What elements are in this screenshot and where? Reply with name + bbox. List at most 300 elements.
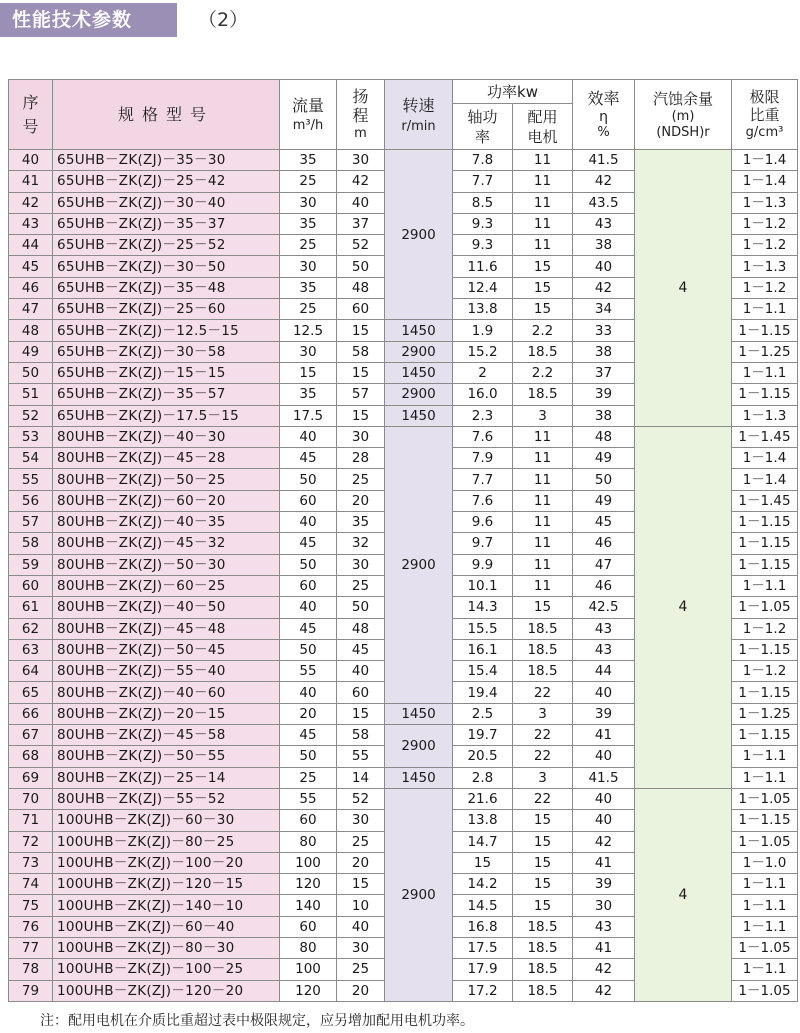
cell-motor: 15 [513,852,573,873]
cell-flow: 80 [280,831,337,852]
cell-motor: 15 [513,597,573,618]
cell-sg: 1－1.45 [732,490,798,511]
cell-seq: 45 [9,256,53,277]
header-spec [53,80,280,150]
cell-eff: 39 [573,384,635,405]
cell-seq: 66 [9,703,53,724]
cell-shaft-power: 17.2 [453,980,513,1001]
cell-eff: 41 [573,852,635,873]
cell-spec: 80UHB－ZK(ZJ)－45－28 [53,448,280,469]
cell-seq: 48 [9,320,53,341]
cell-sg: 1－1.1 [732,895,798,916]
cell-eff: 41.5 [573,767,635,788]
cell-head: 15 [337,874,385,895]
cell-shaft-power: 14.2 [453,874,513,895]
cell-head: 35 [337,512,385,533]
cell-eff: 44 [573,661,635,682]
cell-flow: 25 [280,299,337,320]
cell-shaft-power: 14.5 [453,895,513,916]
cell-shaft-power: 8.5 [453,192,513,213]
cell-seq: 78 [9,959,53,980]
cell-head: 28 [337,448,385,469]
cell-eff: 40 [573,810,635,831]
header-sg [732,80,798,150]
cell-shaft-power: 2.8 [453,767,513,788]
cell-spec: 80UHB－ZK(ZJ)－55－40 [53,661,280,682]
cell-spec: 65UHB－ZK(ZJ)－35－48 [53,277,280,298]
header-eff-unit: % [597,124,610,140]
cell-flow: 60 [280,810,337,831]
cell-npsh: 4 [635,426,732,788]
table-row [9,150,798,171]
cell-sg: 1－1.1 [732,575,798,596]
cell-head: 10 [337,895,385,916]
cell-speed: 1450 [385,767,453,788]
cell-eff: 42 [573,831,635,852]
cell-shaft-power: 16.8 [453,916,513,937]
cell-motor: 11 [513,171,573,192]
cell-head: 15 [337,362,385,383]
cell-flow: 30 [280,192,337,213]
cell-motor: 18.5 [513,618,573,639]
cell-head: 40 [337,916,385,937]
cell-eff: 41 [573,937,635,958]
cell-flow: 25 [280,235,337,256]
cell-shaft-power: 1.9 [453,320,513,341]
cell-seq: 71 [9,810,53,831]
header-flow-unit: m³/h [292,117,324,133]
cell-flow: 45 [280,448,337,469]
cell-shaft-power: 2.3 [453,405,513,426]
cell-flow: 40 [280,512,337,533]
header-eff-symbol: η [599,108,608,125]
cell-motor: 22 [513,746,573,767]
cell-motor: 15 [513,277,573,298]
cell-seq: 63 [9,639,53,660]
cell-shaft-power: 14.3 [453,597,513,618]
cell-spec: 65UHB－ZK(ZJ)－17.5－15 [53,405,280,426]
cell-sg: 1－1.1 [732,767,798,788]
cell-shaft-power: 17.5 [453,937,513,958]
cell-seq: 67 [9,725,53,746]
cell-sg: 1－1.2 [732,235,798,256]
cell-sg: 1－1.1 [732,299,798,320]
cell-head: 58 [337,341,385,362]
cell-spec: 80UHB－ZK(ZJ)－50－45 [53,639,280,660]
cell-sg: 1－1.1 [732,362,798,383]
cell-motor: 3 [513,703,573,724]
cell-npsh: 4 [635,150,732,427]
cell-sg: 1－1.0 [732,852,798,873]
cell-motor: 18.5 [513,916,573,937]
cell-spec: 65UHB－ZK(ZJ)－25－60 [53,299,280,320]
cell-eff: 43 [573,916,635,937]
cell-spec: 100UHB－ZK(ZJ)－80－25 [53,831,280,852]
cell-seq: 42 [9,192,53,213]
cell-spec: 80UHB－ZK(ZJ)－50－25 [53,469,280,490]
cell-motor: 18.5 [513,937,573,958]
cell-shaft-power: 9.9 [453,554,513,575]
cell-motor: 11 [513,512,573,533]
cell-eff: 43.5 [573,192,635,213]
cell-shaft-power: 14.7 [453,831,513,852]
cell-flow: 50 [280,746,337,767]
header-power [453,80,573,104]
cell-sg: 1－1.05 [732,831,798,852]
cell-shaft-power: 9.6 [453,512,513,533]
table-row [9,788,798,809]
cell-eff: 43 [573,213,635,234]
cell-flow: 120 [280,980,337,1001]
header-npsh-unit: (m) [671,108,695,124]
cell-flow: 50 [280,469,337,490]
cell-seq: 79 [9,980,53,1001]
page-title-suffix: （2） [198,9,249,31]
header-speed [385,80,453,150]
cell-motor: 15 [513,874,573,895]
header-motor [513,104,573,150]
cell-sg: 1－1.2 [732,277,798,298]
cell-head: 25 [337,959,385,980]
cell-eff: 30 [573,895,635,916]
cell-flow: 45 [280,533,337,554]
cell-spec: 80UHB－ZK(ZJ)－50－55 [53,746,280,767]
cell-spec: 65UHB－ZK(ZJ)－15－15 [53,362,280,383]
cell-motor: 11 [513,426,573,447]
page-title: 性能技术参数 [0,3,177,37]
cell-seq: 44 [9,235,53,256]
cell-shaft-power: 2.5 [453,703,513,724]
cell-spec: 80UHB－ZK(ZJ)－40－50 [53,597,280,618]
cell-eff: 42 [573,277,635,298]
cell-head: 30 [337,810,385,831]
cell-seq: 72 [9,831,53,852]
cell-speed: 2900 [385,725,453,768]
cell-eff: 42.5 [573,597,635,618]
cell-head: 15 [337,320,385,341]
cell-seq: 76 [9,916,53,937]
cell-motor: 15 [513,299,573,320]
cell-spec: 100UHB－ZK(ZJ)－120－15 [53,874,280,895]
cell-spec: 80UHB－ZK(ZJ)－60－25 [53,575,280,596]
cell-motor: 22 [513,682,573,703]
cell-shaft-power: 7.6 [453,426,513,447]
performance-table-wrapper [8,79,797,1002]
cell-shaft-power: 9.3 [453,235,513,256]
cell-seq: 57 [9,512,53,533]
cell-head: 30 [337,426,385,447]
cell-head: 37 [337,213,385,234]
cell-eff: 40 [573,788,635,809]
cell-speed: 2900 [385,384,453,405]
cell-motor: 11 [513,192,573,213]
cell-shaft-power: 10.1 [453,575,513,596]
cell-head: 14 [337,767,385,788]
cell-shaft-power: 2 [453,362,513,383]
cell-shaft-power: 20.5 [453,746,513,767]
cell-sg: 1－1.2 [732,661,798,682]
cell-head: 32 [337,533,385,554]
cell-motor: 18.5 [513,341,573,362]
cell-eff: 50 [573,469,635,490]
cell-motor: 2.2 [513,320,573,341]
header-seq [9,80,53,150]
cell-seq: 56 [9,490,53,511]
cell-flow: 30 [280,256,337,277]
cell-shaft-power: 17.9 [453,959,513,980]
performance-table [8,79,798,1002]
cell-spec: 65UHB－ZK(ZJ)－35－37 [53,213,280,234]
cell-spec: 65UHB－ZK(ZJ)－25－42 [53,171,280,192]
cell-seq: 75 [9,895,53,916]
header-npsh-sub: (NDSH)r [656,124,710,140]
cell-motor: 22 [513,788,573,809]
header-npsh [635,80,732,150]
cell-flow: 55 [280,788,337,809]
cell-head: 55 [337,746,385,767]
cell-eff: 40 [573,256,635,277]
header-head-label: 扬程 [352,86,369,125]
cell-flow: 25 [280,767,337,788]
cell-seq: 62 [9,618,53,639]
cell-eff: 49 [573,448,635,469]
cell-motor: 18.5 [513,980,573,1001]
cell-flow: 45 [280,618,337,639]
cell-head: 25 [337,575,385,596]
cell-npsh: 4 [635,788,732,1001]
cell-speed: 2900 [385,341,453,362]
cell-spec: 65UHB－ZK(ZJ)－30－58 [53,341,280,362]
cell-shaft-power: 12.4 [453,277,513,298]
cell-eff: 43 [573,639,635,660]
header-shaft-power-label: 轴功率 [467,107,498,146]
cell-speed: 1450 [385,362,453,383]
cell-spec: 80UHB－ZK(ZJ)－45－32 [53,533,280,554]
cell-sg: 1－1.05 [732,937,798,958]
cell-motor: 22 [513,725,573,746]
cell-spec: 100UHB－ZK(ZJ)－60－30 [53,810,280,831]
cell-eff: 47 [573,554,635,575]
cell-shaft-power: 13.8 [453,810,513,831]
cell-flow: 140 [280,895,337,916]
cell-sg: 1－1.05 [732,597,798,618]
cell-seq: 54 [9,448,53,469]
cell-motor: 11 [513,490,573,511]
cell-spec: 80UHB－ZK(ZJ)－40－35 [53,512,280,533]
cell-spec: 100UHB－ZK(ZJ)－100－20 [53,852,280,873]
cell-sg: 1－1.15 [732,810,798,831]
cell-seq: 49 [9,341,53,362]
cell-eff: 42 [573,959,635,980]
cell-shaft-power: 15.2 [453,341,513,362]
cell-sg: 1－1.15 [732,639,798,660]
cell-flow: 120 [280,874,337,895]
cell-motor: 11 [513,469,573,490]
cell-shaft-power: 15 [453,852,513,873]
cell-motor: 11 [513,213,573,234]
cell-head: 40 [337,661,385,682]
cell-motor: 11 [513,575,573,596]
table-header [9,80,798,150]
cell-motor: 18.5 [513,639,573,660]
cell-shaft-power: 9.7 [453,533,513,554]
cell-sg: 1－1.25 [732,341,798,362]
cell-shaft-power: 7.7 [453,171,513,192]
cell-eff: 37 [573,362,635,383]
cell-flow: 60 [280,916,337,937]
cell-eff: 38 [573,405,635,426]
cell-sg: 1－1.45 [732,426,798,447]
cell-flow: 60 [280,490,337,511]
cell-seq: 43 [9,213,53,234]
cell-sg: 1－1.15 [732,320,798,341]
cell-eff: 39 [573,703,635,724]
cell-flow: 17.5 [280,405,337,426]
cell-flow: 100 [280,852,337,873]
header-speed-label: 转速 [402,95,435,115]
cell-shaft-power: 15.4 [453,661,513,682]
cell-seq: 50 [9,362,53,383]
cell-seq: 46 [9,277,53,298]
cell-spec: 80UHB－ZK(ZJ)－55－52 [53,788,280,809]
cell-speed: 2900 [385,150,453,320]
cell-flow: 40 [280,682,337,703]
cell-flow: 55 [280,661,337,682]
cell-head: 50 [337,256,385,277]
cell-shaft-power: 16.0 [453,384,513,405]
cell-spec: 80UHB－ZK(ZJ)－25－14 [53,767,280,788]
cell-eff: 46 [573,533,635,554]
cell-seq: 47 [9,299,53,320]
cell-head: 20 [337,490,385,511]
cell-seq: 77 [9,937,53,958]
cell-sg: 1－1.3 [732,256,798,277]
header-flow [280,80,337,150]
cell-spec: 65UHB－ZK(ZJ)－12.5－15 [53,320,280,341]
cell-sg: 1－1.15 [732,725,798,746]
cell-head: 50 [337,597,385,618]
cell-flow: 30 [280,341,337,362]
cell-eff: 42 [573,980,635,1001]
header-head-unit: m [354,125,367,141]
cell-spec: 100UHB－ZK(ZJ)－120－20 [53,980,280,1001]
header-flow-label: 流量 [291,95,324,115]
cell-spec: 65UHB－ZK(ZJ)－30－50 [53,256,280,277]
cell-motor: 15 [513,831,573,852]
cell-sg: 1－1.15 [732,384,798,405]
cell-sg: 1－1.15 [732,682,798,703]
cell-motor: 11 [513,150,573,171]
cell-sg: 1－1.4 [732,448,798,469]
cell-sg: 1－1.4 [732,469,798,490]
cell-seq: 40 [9,150,53,171]
cell-head: 48 [337,618,385,639]
cell-motor: 11 [513,554,573,575]
cell-head: 30 [337,554,385,575]
cell-flow: 15 [280,362,337,383]
cell-sg: 1－1.1 [732,916,798,937]
cell-sg: 1－1.4 [732,171,798,192]
cell-seq: 64 [9,661,53,682]
cell-speed: 1450 [385,405,453,426]
header-spec-label: 规格型号 [117,104,214,124]
cell-eff: 41 [573,725,635,746]
cell-spec: 65UHB－ZK(ZJ)－35－30 [53,150,280,171]
cell-spec: 80UHB－ZK(ZJ)－50－30 [53,554,280,575]
cell-head: 20 [337,852,385,873]
cell-sg: 1－1.05 [732,980,798,1001]
cell-seq: 52 [9,405,53,426]
cell-motor: 15 [513,256,573,277]
cell-sg: 1－1.2 [732,618,798,639]
cell-head: 45 [337,639,385,660]
cell-shaft-power: 16.1 [453,639,513,660]
cell-flow: 25 [280,171,337,192]
cell-shaft-power: 19.4 [453,682,513,703]
cell-spec: 100UHB－ZK(ZJ)－100－25 [53,959,280,980]
cell-shaft-power: 9.3 [453,213,513,234]
cell-head: 58 [337,725,385,746]
cell-seq: 58 [9,533,53,554]
cell-flow: 50 [280,639,337,660]
header-sg-label: 极限比重 [749,87,780,124]
cell-shaft-power: 21.6 [453,788,513,809]
cell-flow: 20 [280,703,337,724]
cell-head: 52 [337,788,385,809]
cell-motor: 3 [513,405,573,426]
cell-eff: 42 [573,171,635,192]
cell-sg: 1－1.3 [732,192,798,213]
cell-spec: 65UHB－ZK(ZJ)－35－57 [53,384,280,405]
cell-sg: 1－1.1 [732,746,798,767]
cell-sg: 1－1.15 [732,533,798,554]
cell-shaft-power: 7.9 [453,448,513,469]
cell-shaft-power: 13.8 [453,299,513,320]
cell-motor: 15 [513,895,573,916]
cell-flow: 50 [280,554,337,575]
cell-eff: 43 [573,618,635,639]
cell-seq: 59 [9,554,53,575]
cell-shaft-power: 19.7 [453,725,513,746]
cell-flow: 35 [280,277,337,298]
cell-motor: 2.2 [513,362,573,383]
cell-speed: 1450 [385,703,453,724]
cell-flow: 40 [280,597,337,618]
cell-eff: 34 [573,299,635,320]
cell-eff: 38 [573,341,635,362]
cell-seq: 69 [9,767,53,788]
cell-spec: 65UHB－ZK(ZJ)－30－40 [53,192,280,213]
cell-head: 15 [337,703,385,724]
cell-sg: 1－1.3 [732,405,798,426]
cell-motor: 18.5 [513,661,573,682]
cell-seq: 73 [9,852,53,873]
cell-head: 20 [337,980,385,1001]
cell-eff: 46 [573,575,635,596]
table-row [9,426,798,447]
cell-spec: 80UHB－ZK(ZJ)－40－30 [53,426,280,447]
cell-head: 25 [337,469,385,490]
cell-spec: 80UHB－ZK(ZJ)－60－20 [53,490,280,511]
header-power-label: 功率kw [487,82,538,101]
cell-flow: 35 [280,384,337,405]
header-eff-label: 效率 [587,88,620,108]
cell-head: 57 [337,384,385,405]
cell-speed: 2900 [385,788,453,1001]
cell-speed: 1450 [385,320,453,341]
cell-flow: 40 [280,426,337,447]
cell-head: 25 [337,831,385,852]
